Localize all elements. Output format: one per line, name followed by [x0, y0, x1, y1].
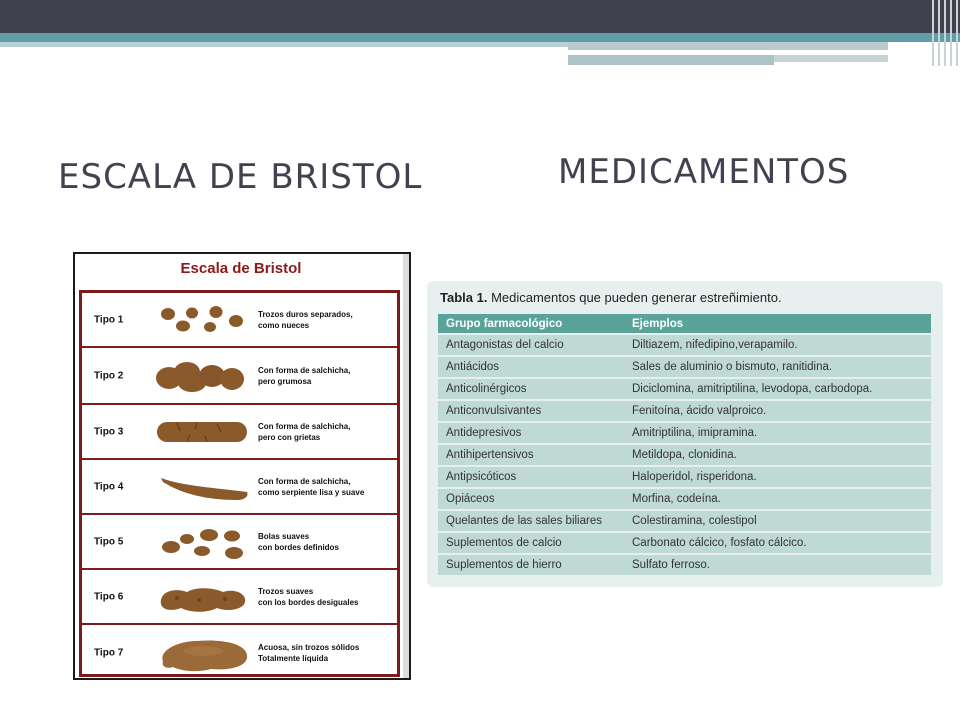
- bristol-row: [82, 460, 397, 515]
- bristol-row: [82, 570, 397, 625]
- scrollbar: [403, 254, 409, 678]
- table-cell: Anticonvulsivantes: [438, 401, 624, 421]
- table-cell: Sulfato ferroso.: [624, 555, 931, 575]
- table-cell: Metildopa, clonidina.: [624, 445, 931, 465]
- header-teal-bar: [0, 33, 960, 42]
- bristol-description: Trozos duros separados, como nueces: [258, 309, 353, 330]
- stool-smooth-snake-icon: [137, 460, 252, 515]
- table-cell: Quelantes de las sales biliares: [438, 511, 624, 531]
- table-cell: Diltiazem, nifedipino,verapamilo.: [624, 335, 931, 355]
- header-dark-bar: [0, 0, 960, 33]
- table-cell: Diciclomina, amitriptilina, levodopa, carbodopa.: [624, 379, 931, 399]
- stool-cracked-sausage-icon: [137, 405, 252, 460]
- table-cell: Fenitoína, ácido valproico.: [624, 401, 931, 421]
- bristol-type-label: Tipo 4: [94, 481, 124, 492]
- table-cell: Amitriptilina, imipramina.: [624, 423, 931, 443]
- table-row: [438, 357, 931, 377]
- bristol-description: Con forma de salchicha, pero grumosa: [258, 365, 351, 386]
- table-row: [438, 423, 931, 443]
- bristol-scale-chart: [73, 252, 411, 680]
- bristol-type-label: Tipo 7: [94, 647, 124, 658]
- medication-table-panel: [427, 281, 943, 587]
- table-cell: Antagonistas del calcio: [438, 335, 624, 355]
- column-header: Ejemplos: [624, 314, 931, 333]
- header-accent-bar: [568, 55, 774, 65]
- bristol-type-label: Tipo 1: [94, 314, 124, 325]
- bristol-type-label: Tipo 5: [94, 536, 124, 547]
- bristol-row: [82, 515, 397, 570]
- table-cell: Anticolinérgicos: [438, 379, 624, 399]
- table-row: [438, 335, 931, 355]
- slide-title-medicamentos: MEDICAMENTOS: [558, 152, 850, 192]
- bristol-type-label: Tipo 6: [94, 591, 124, 602]
- table-caption: Tabla 1. Medicamentos que pueden generar estreñimiento.: [440, 290, 782, 305]
- table-cell: Antiácidos: [438, 357, 624, 377]
- table-cell: Suplementos de hierro: [438, 555, 624, 575]
- bristol-type-label: Tipo 2: [94, 370, 124, 381]
- table-row: [438, 401, 931, 421]
- bristol-description: Bolas suaves con bordes definidos: [258, 531, 339, 552]
- table-cell: Carbonato cálcico, fosfato cálcico.: [624, 533, 931, 553]
- table-header-row: [438, 314, 931, 333]
- table-cell: Opiáceos: [438, 489, 624, 509]
- slide-title-bristol: ESCALA DE BRISTOL: [58, 157, 423, 197]
- table-cell: Suplementos de calcio: [438, 533, 624, 553]
- bristol-heading: Escala de Bristol: [180, 260, 302, 277]
- table-row: [438, 467, 931, 487]
- bristol-description: Con forma de salchicha, como serpiente lisa y suave: [258, 476, 365, 497]
- stool-lumpy-sausage-icon: [137, 348, 252, 405]
- table-cell: Sales de aluminio o bismuto, ranitidina.: [624, 357, 931, 377]
- table-row: [438, 489, 931, 509]
- table-row: [438, 445, 931, 465]
- header-accent-bar: [774, 55, 888, 62]
- bristol-row: [82, 625, 397, 680]
- bristol-type-label: Tipo 3: [94, 426, 124, 437]
- bristol-row: [82, 293, 397, 348]
- bristol-description: Trozos suaves con los bordes desiguales: [258, 586, 359, 607]
- bristol-row: [82, 405, 397, 460]
- table-row: [438, 533, 931, 553]
- table-cell: Antipsicóticos: [438, 467, 624, 487]
- bristol-row: [82, 348, 397, 405]
- bristol-description: Con forma de salchicha, pero con grietas: [258, 421, 351, 442]
- table-cell: Antihipertensivos: [438, 445, 624, 465]
- table-cell: Antidepresivos: [438, 423, 624, 443]
- bristol-frame: [79, 290, 400, 677]
- stool-lumps-icon: [137, 293, 252, 348]
- header-light-bar: [0, 42, 568, 47]
- bristol-description: Acuosa, sin trozos sólidos Totalmente líquida: [258, 642, 360, 663]
- medication-table: [438, 312, 931, 577]
- table-row: [438, 555, 931, 575]
- column-header: Grupo farmacológico: [438, 314, 624, 333]
- stool-liquid-icon: [137, 625, 252, 680]
- table-cell: Morfina, codeína.: [624, 489, 931, 509]
- stool-soft-blobs-icon: [137, 515, 252, 570]
- table-row: [438, 379, 931, 399]
- corner-decoration: [928, 0, 960, 66]
- table-cell: Haloperidol, risperidona.: [624, 467, 931, 487]
- table-cell: Colestiramina, colestipol: [624, 511, 931, 531]
- stool-mushy-icon: [137, 570, 252, 625]
- header-accent-bar: [568, 42, 888, 50]
- table-row: [438, 511, 931, 531]
